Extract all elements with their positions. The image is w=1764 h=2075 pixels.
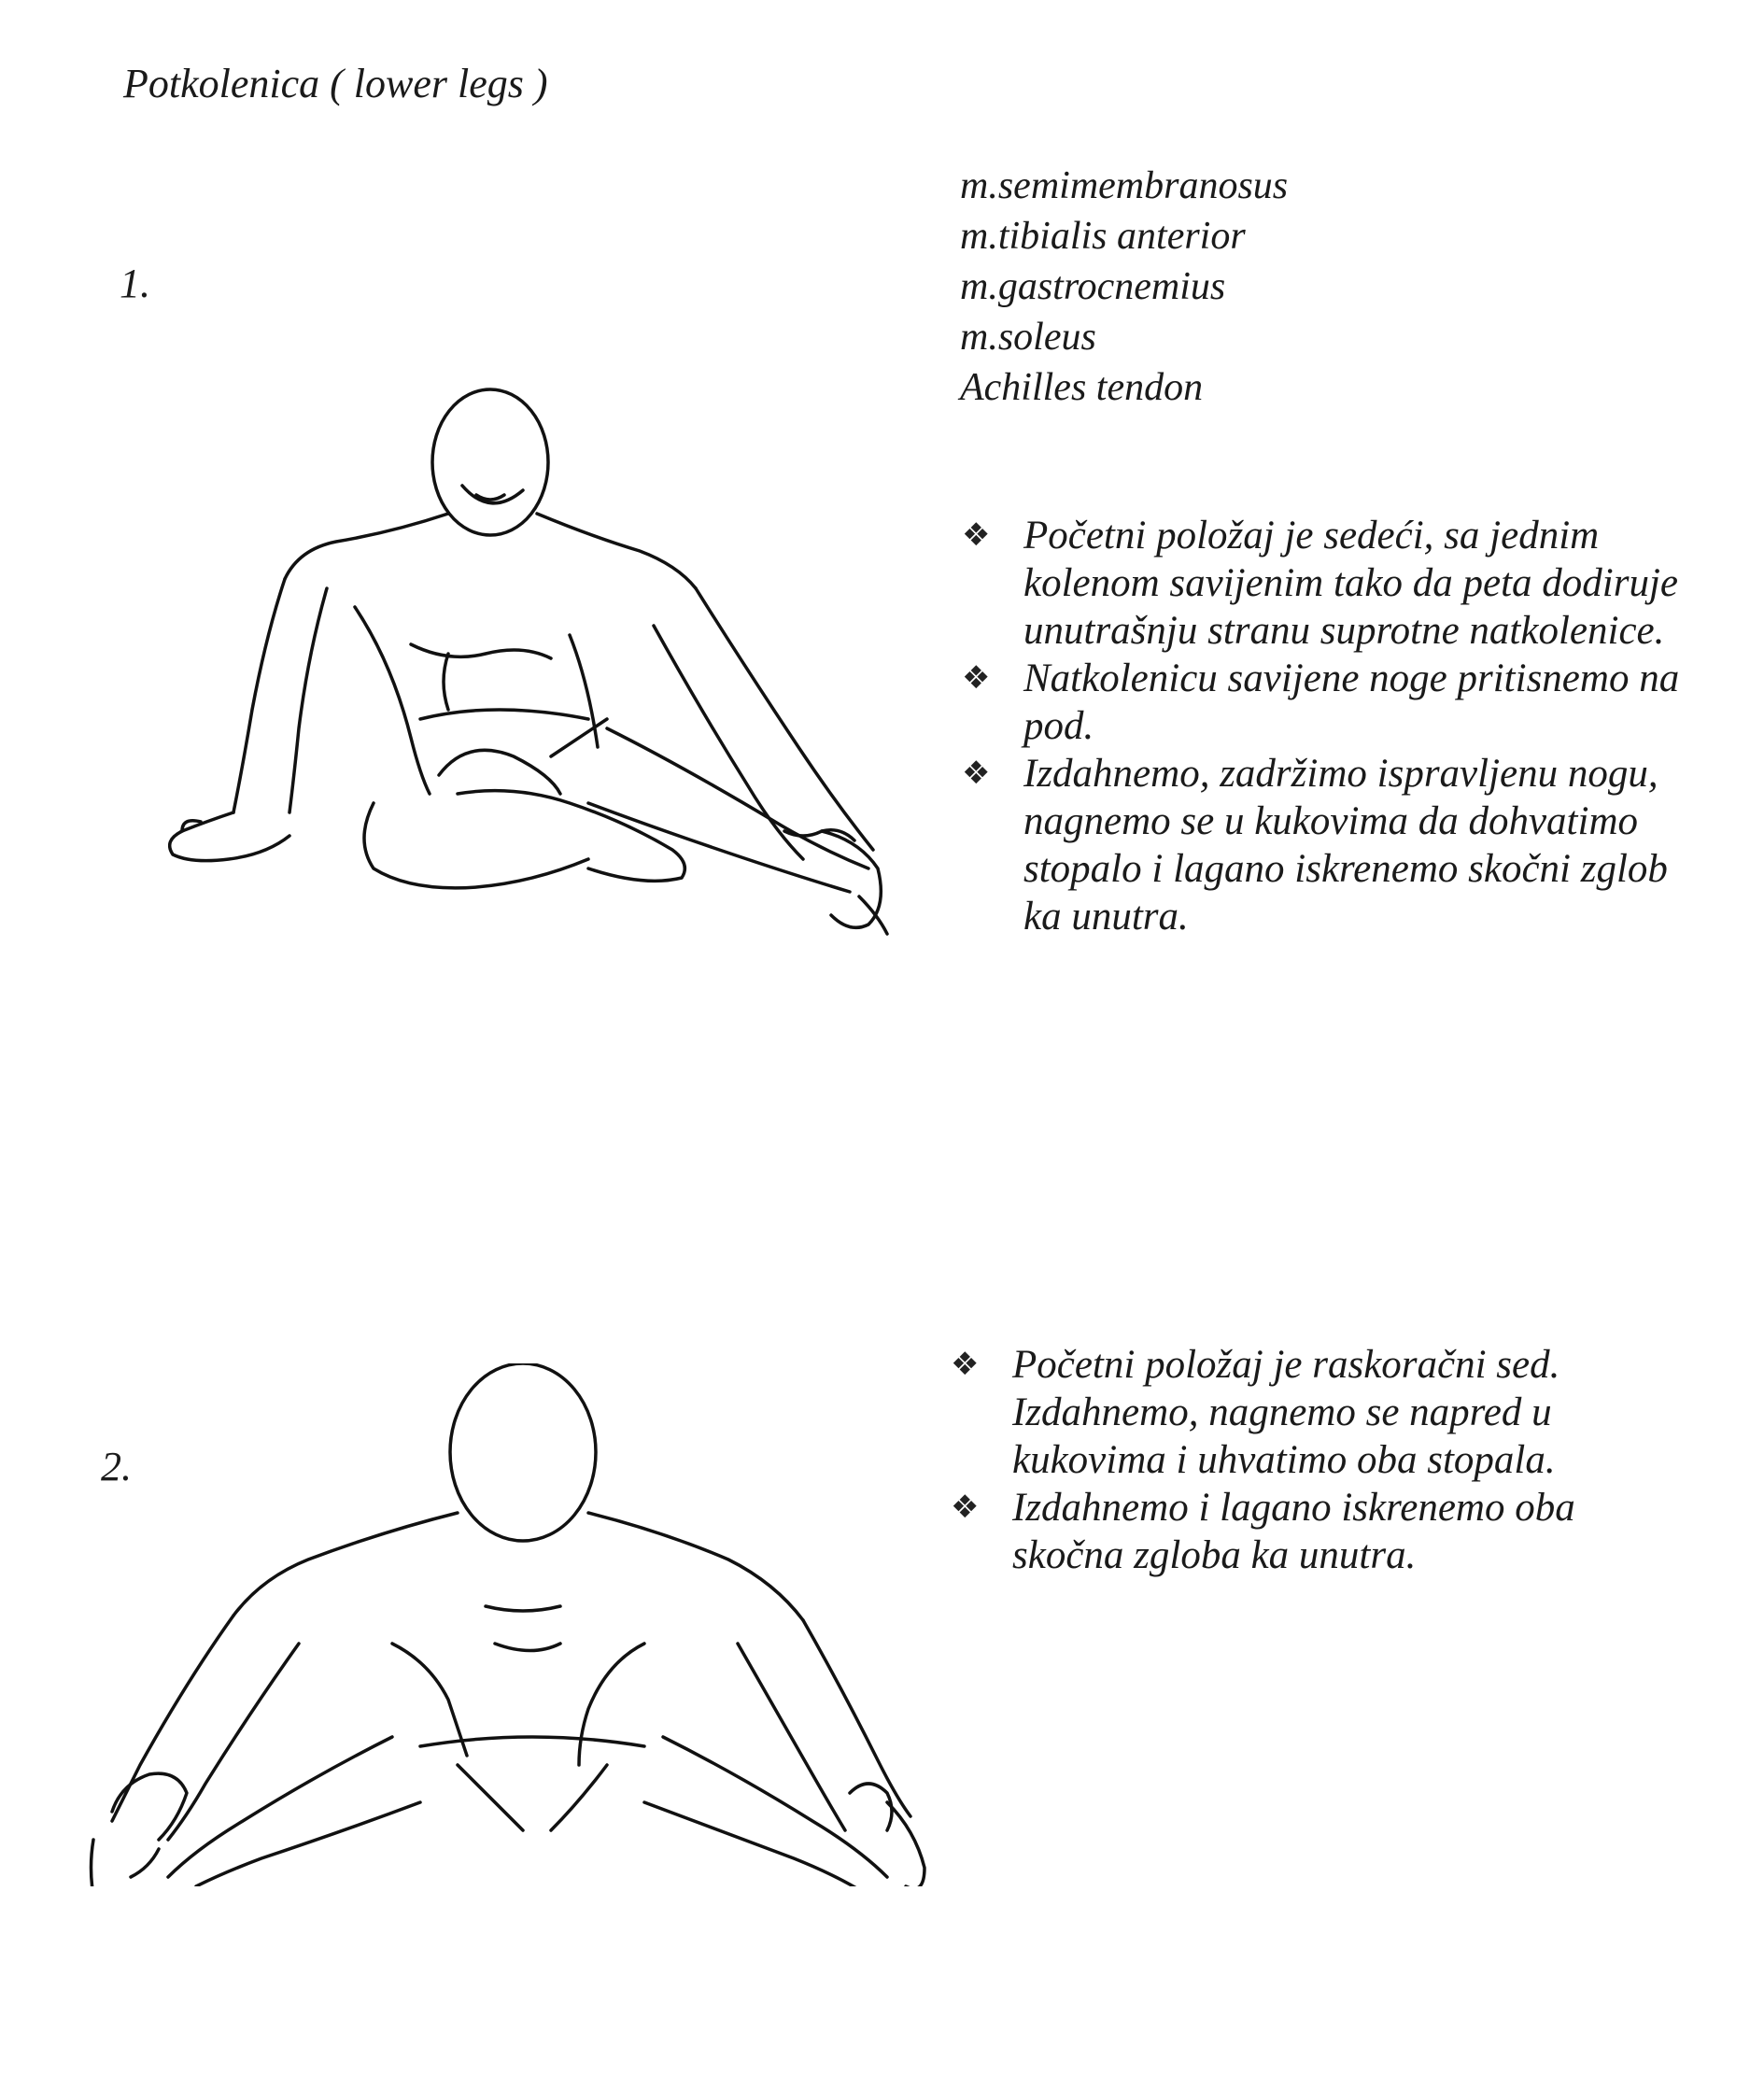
muscle-item: m.soleus	[960, 316, 1096, 359]
instruction-text: Natkolenicu savijene noge pritisnemo na pod.	[1023, 656, 1680, 748]
instruction-item	[962, 655, 1681, 750]
muscle-item: m.semimembranosus	[960, 164, 1289, 207]
instruction-text: Početni položaj je raskoračni sed. Izdahnemo, nagnemo se napred u kukovima i uhvatimo oba stopala.	[1012, 1343, 1560, 1482]
muscle-item: m.gastrocnemius	[960, 265, 1226, 308]
exercise-1-muscle-list	[960, 161, 1288, 413]
exercise-1-instructions	[962, 512, 1681, 940]
diamond-bullet-icon: ❖	[962, 659, 991, 697]
muscle-item: m.tibialis anterior	[960, 215, 1246, 258]
instruction-item	[962, 750, 1681, 940]
instruction-text: Izdahnemo i lagano iskrenemo oba skočna zgloba ka unutra.	[1012, 1486, 1575, 1577]
instruction-item	[951, 1341, 1688, 1484]
page-title: Potkolenica ( lower legs )	[123, 61, 548, 106]
seated-straddle-stretch-illustration	[84, 1363, 981, 1886]
exercise-1-number: 1.	[120, 261, 150, 306]
instruction-text: Izdahnemo, zadržimo ispravljenu nogu, nagnemo se u kukovima da dohvatimo stopalo i lagano iskrenemo skočni zglob ka unutra.	[1023, 752, 1668, 939]
diamond-bullet-icon: ❖	[962, 755, 991, 792]
exercise-2-number: 2.	[101, 1444, 132, 1489]
instruction-text: Početni položaj je sedeći, sa jednim kolenom savijenim tako da peta dodiruje unutrašnju stranu suprotne natkolenice.	[1023, 514, 1678, 653]
instruction-item	[951, 1484, 1688, 1579]
seated-single-leg-stretch-illustration	[168, 383, 990, 943]
exercise-2-instructions	[951, 1341, 1688, 1579]
muscle-item: Achilles tendon	[960, 366, 1204, 409]
diamond-bullet-icon: ❖	[951, 1489, 980, 1526]
diamond-bullet-icon: ❖	[962, 516, 991, 554]
instruction-item	[962, 512, 1681, 655]
diamond-bullet-icon: ❖	[951, 1346, 980, 1383]
